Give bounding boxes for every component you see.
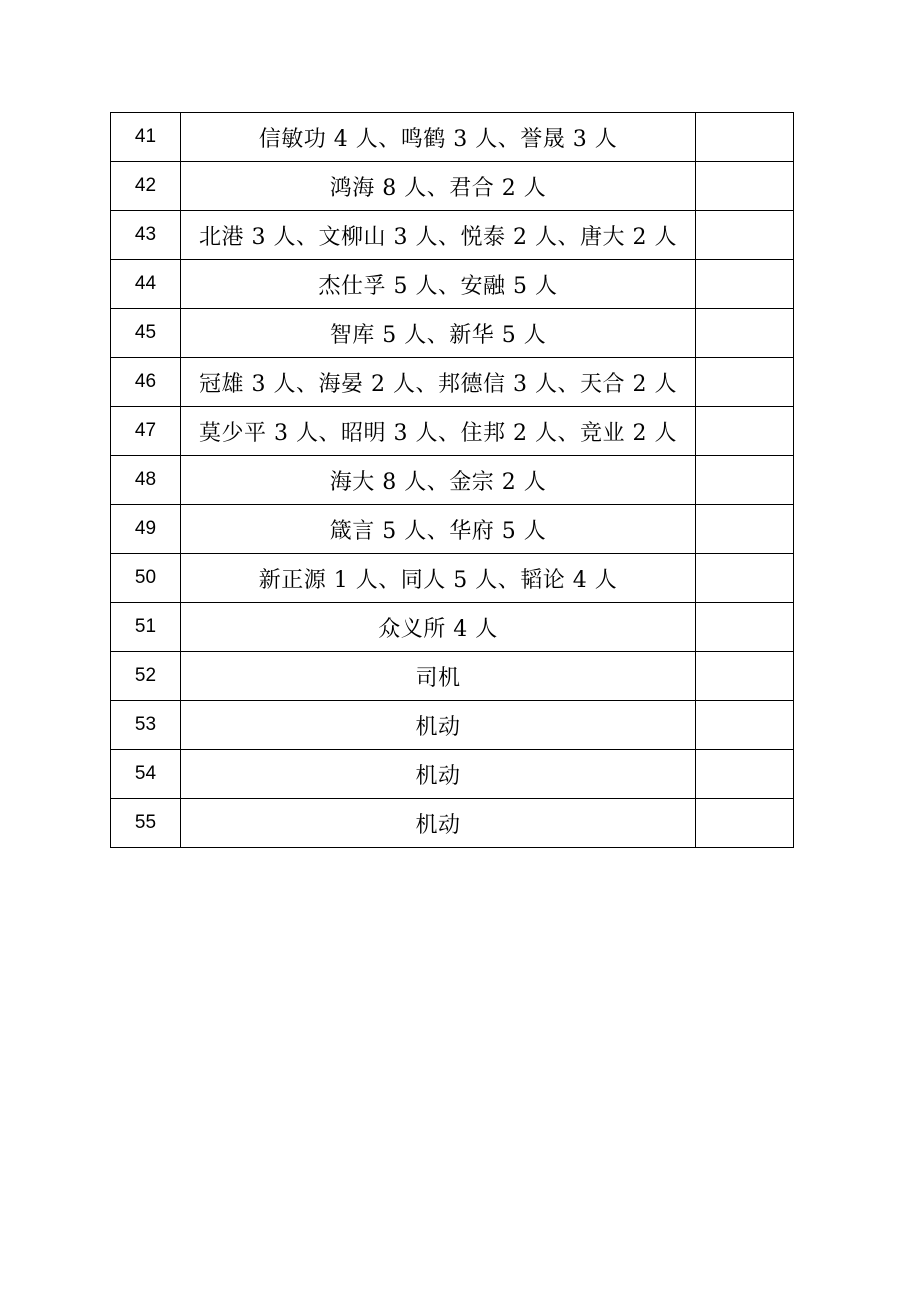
table-row [111, 113, 794, 162]
row-note [696, 554, 794, 603]
row-number: 44 [111, 260, 181, 309]
row-note [696, 799, 794, 848]
row-assignment: 杰仕孚 5 人、安融 5 人 [181, 260, 696, 309]
row-assignment: 机动 [181, 750, 696, 799]
row-assignment: 机动 [181, 799, 696, 848]
table-row [111, 309, 794, 358]
row-number: 43 [111, 211, 181, 260]
row-number: 51 [111, 603, 181, 652]
table-body [111, 113, 794, 848]
row-assignment: 新正源 1 人、同人 5 人、韬论 4 人 [181, 554, 696, 603]
row-assignment: 箴言 5 人、华府 5 人 [181, 505, 696, 554]
table-row [111, 750, 794, 799]
table-row [111, 162, 794, 211]
row-assignment: 北港 3 人、文柳山 3 人、悦泰 2 人、唐大 2 人 [181, 211, 696, 260]
row-assignment: 冠雄 3 人、海晏 2 人、邦德信 3 人、天合 2 人 [181, 358, 696, 407]
row-assignment: 机动 [181, 701, 696, 750]
row-assignment: 众义所 4 人 [181, 603, 696, 652]
row-note [696, 211, 794, 260]
row-note [696, 603, 794, 652]
row-number: 52 [111, 652, 181, 701]
row-number: 55 [111, 799, 181, 848]
table-row [111, 456, 794, 505]
row-number: 41 [111, 113, 181, 162]
row-assignment: 莫少平 3 人、昭明 3 人、住邦 2 人、竞业 2 人 [181, 407, 696, 456]
row-note [696, 456, 794, 505]
row-assignment: 信敏功 4 人、鸣鹤 3 人、誉晟 3 人 [181, 113, 696, 162]
row-number: 53 [111, 701, 181, 750]
row-number: 42 [111, 162, 181, 211]
table-row [111, 701, 794, 750]
table-row [111, 799, 794, 848]
row-note [696, 505, 794, 554]
row-assignment: 鸿海 8 人、君合 2 人 [181, 162, 696, 211]
table-row [111, 554, 794, 603]
table-row [111, 211, 794, 260]
row-assignment: 海大 8 人、金宗 2 人 [181, 456, 696, 505]
row-note [696, 113, 794, 162]
row-number: 46 [111, 358, 181, 407]
row-note [696, 750, 794, 799]
table-row [111, 505, 794, 554]
row-number: 50 [111, 554, 181, 603]
row-number: 54 [111, 750, 181, 799]
row-note [696, 260, 794, 309]
table-row [111, 358, 794, 407]
row-number: 45 [111, 309, 181, 358]
row-note [696, 701, 794, 750]
row-note [696, 358, 794, 407]
row-number: 48 [111, 456, 181, 505]
table-row [111, 652, 794, 701]
assignment-table [110, 112, 794, 848]
row-note [696, 652, 794, 701]
row-assignment: 司机 [181, 652, 696, 701]
row-number: 49 [111, 505, 181, 554]
table-row [111, 260, 794, 309]
table-row [111, 603, 794, 652]
row-note [696, 309, 794, 358]
row-note [696, 162, 794, 211]
row-number: 47 [111, 407, 181, 456]
table-row [111, 407, 794, 456]
row-note [696, 407, 794, 456]
row-assignment: 智库 5 人、新华 5 人 [181, 309, 696, 358]
